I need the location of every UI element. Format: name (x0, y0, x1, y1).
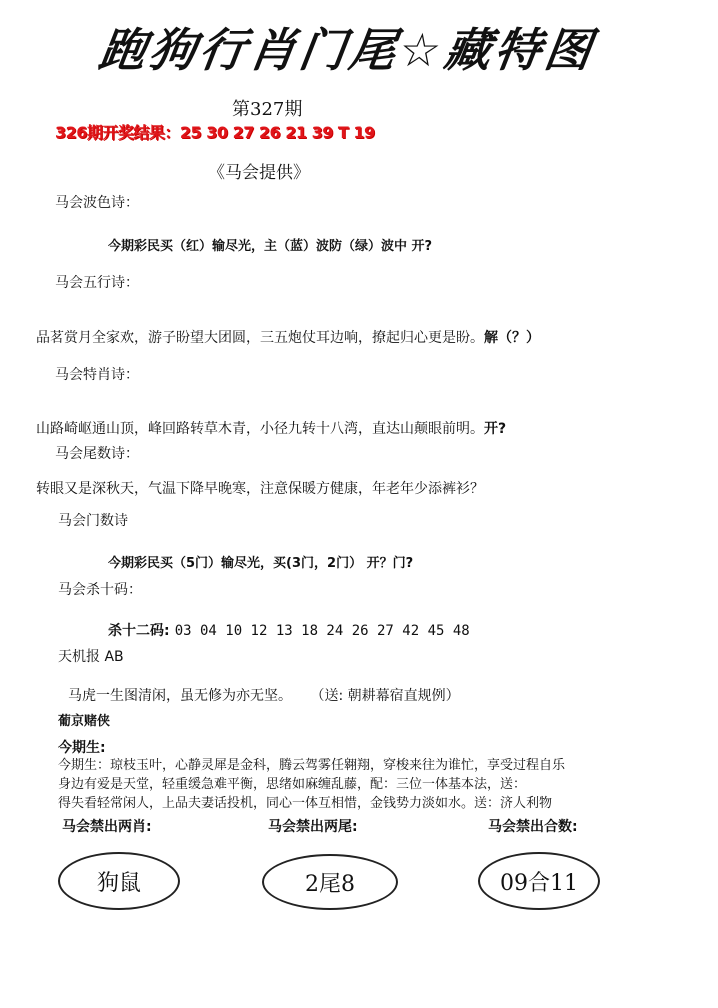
kill-row (108, 620, 470, 640)
ban-tail-oval (262, 854, 398, 910)
zodiac-poem (36, 418, 506, 438)
door-label: 马会门数诗 (58, 513, 128, 529)
tianji-line (68, 685, 460, 705)
jinqi-label: 今期生: (58, 740, 106, 756)
tianji-text: 马虎一生图清闲，虽无修为亦无坚。 (68, 688, 292, 704)
ban-sum-label: 马会禁出合数: (488, 819, 578, 835)
zodiac-label: 马会特肖诗： (55, 367, 139, 383)
ban-zodiac-value: 狗鼠 (96, 870, 141, 896)
jinqi-line-3: 得失看轻常闲人，上品夫妻话投机，同心一体互相惜，金钱势力淡如水。送：济人利物 (58, 796, 553, 811)
ban-zodiac-oval (58, 852, 180, 910)
zodiac-text: 山路崎岖通山顶，峰回路转草木青，小径九转十八湾，直达山颠眼前明。 (36, 421, 484, 437)
five-elements-poem (36, 327, 540, 347)
draw-result: 326期开奖结果：25 30 27 26 21 39 T 19 (55, 123, 375, 142)
page-title: 跑狗行肖门尾☆藏特图 (95, 23, 599, 77)
ban-sum-value: 09合11 (500, 870, 578, 896)
kill-label: 马会杀十码： (58, 582, 142, 598)
tail-text: 转眼又是深秋天，气温下降早晚寒，注意保暖方健康，年老年少添裤衫？ (36, 481, 484, 497)
tail-label: 马会尾数诗： (55, 446, 139, 462)
putong-label: 葡京赌侠 (58, 714, 111, 729)
zodiac-hint: 开? (484, 421, 507, 437)
ban-tail-label: 马会禁出两尾: (268, 819, 358, 835)
tianji-label: 天机报 AB (58, 649, 124, 665)
jinqi-line-1: 今期生：琼枝玉叶，心静灵犀是金科，腾云驾雾任翱翔，穿梭来往为谁忙，享受过程自乐 (58, 758, 566, 773)
ban-tail-value: 2尾8 (305, 871, 355, 897)
wave-label: 马会波色诗： (55, 195, 139, 211)
kill-numbers: 03 04 10 12 13 18 24 26 27 42 45 48 (174, 623, 470, 639)
five-elements-hint: 解（？） (484, 330, 540, 346)
jinqi-line-2: 身边有爱是天堂，轻重缓急难平衡，思绪如麻缠乱藤，配：三位一体基本法，送： (58, 777, 527, 792)
five-elements-label: 马会五行诗： (55, 275, 139, 291)
tianji-send: （送: 朝耕幕宿直规例） (310, 688, 460, 704)
door-text: 今期彩民买（5门）输尽光，买(3门，2门） 开？门? (108, 556, 414, 571)
issue-number: 第327期 (232, 99, 303, 120)
five-elements-text: 品茗赏月全家欢，游子盼望大团圆，三五炮仗耳边响，撩起归心更是盼。 (36, 330, 484, 346)
wave-text: 今期彩民买（红）输尽光，主（蓝）波防（绿）波中 开? (108, 239, 433, 254)
provider-label: 《马会提供》 (208, 163, 310, 183)
kill-prefix: 杀十二码: (108, 623, 170, 639)
ban-zodiac-label: 马会禁出两肖: (62, 819, 152, 835)
ban-sum-oval (478, 852, 600, 910)
